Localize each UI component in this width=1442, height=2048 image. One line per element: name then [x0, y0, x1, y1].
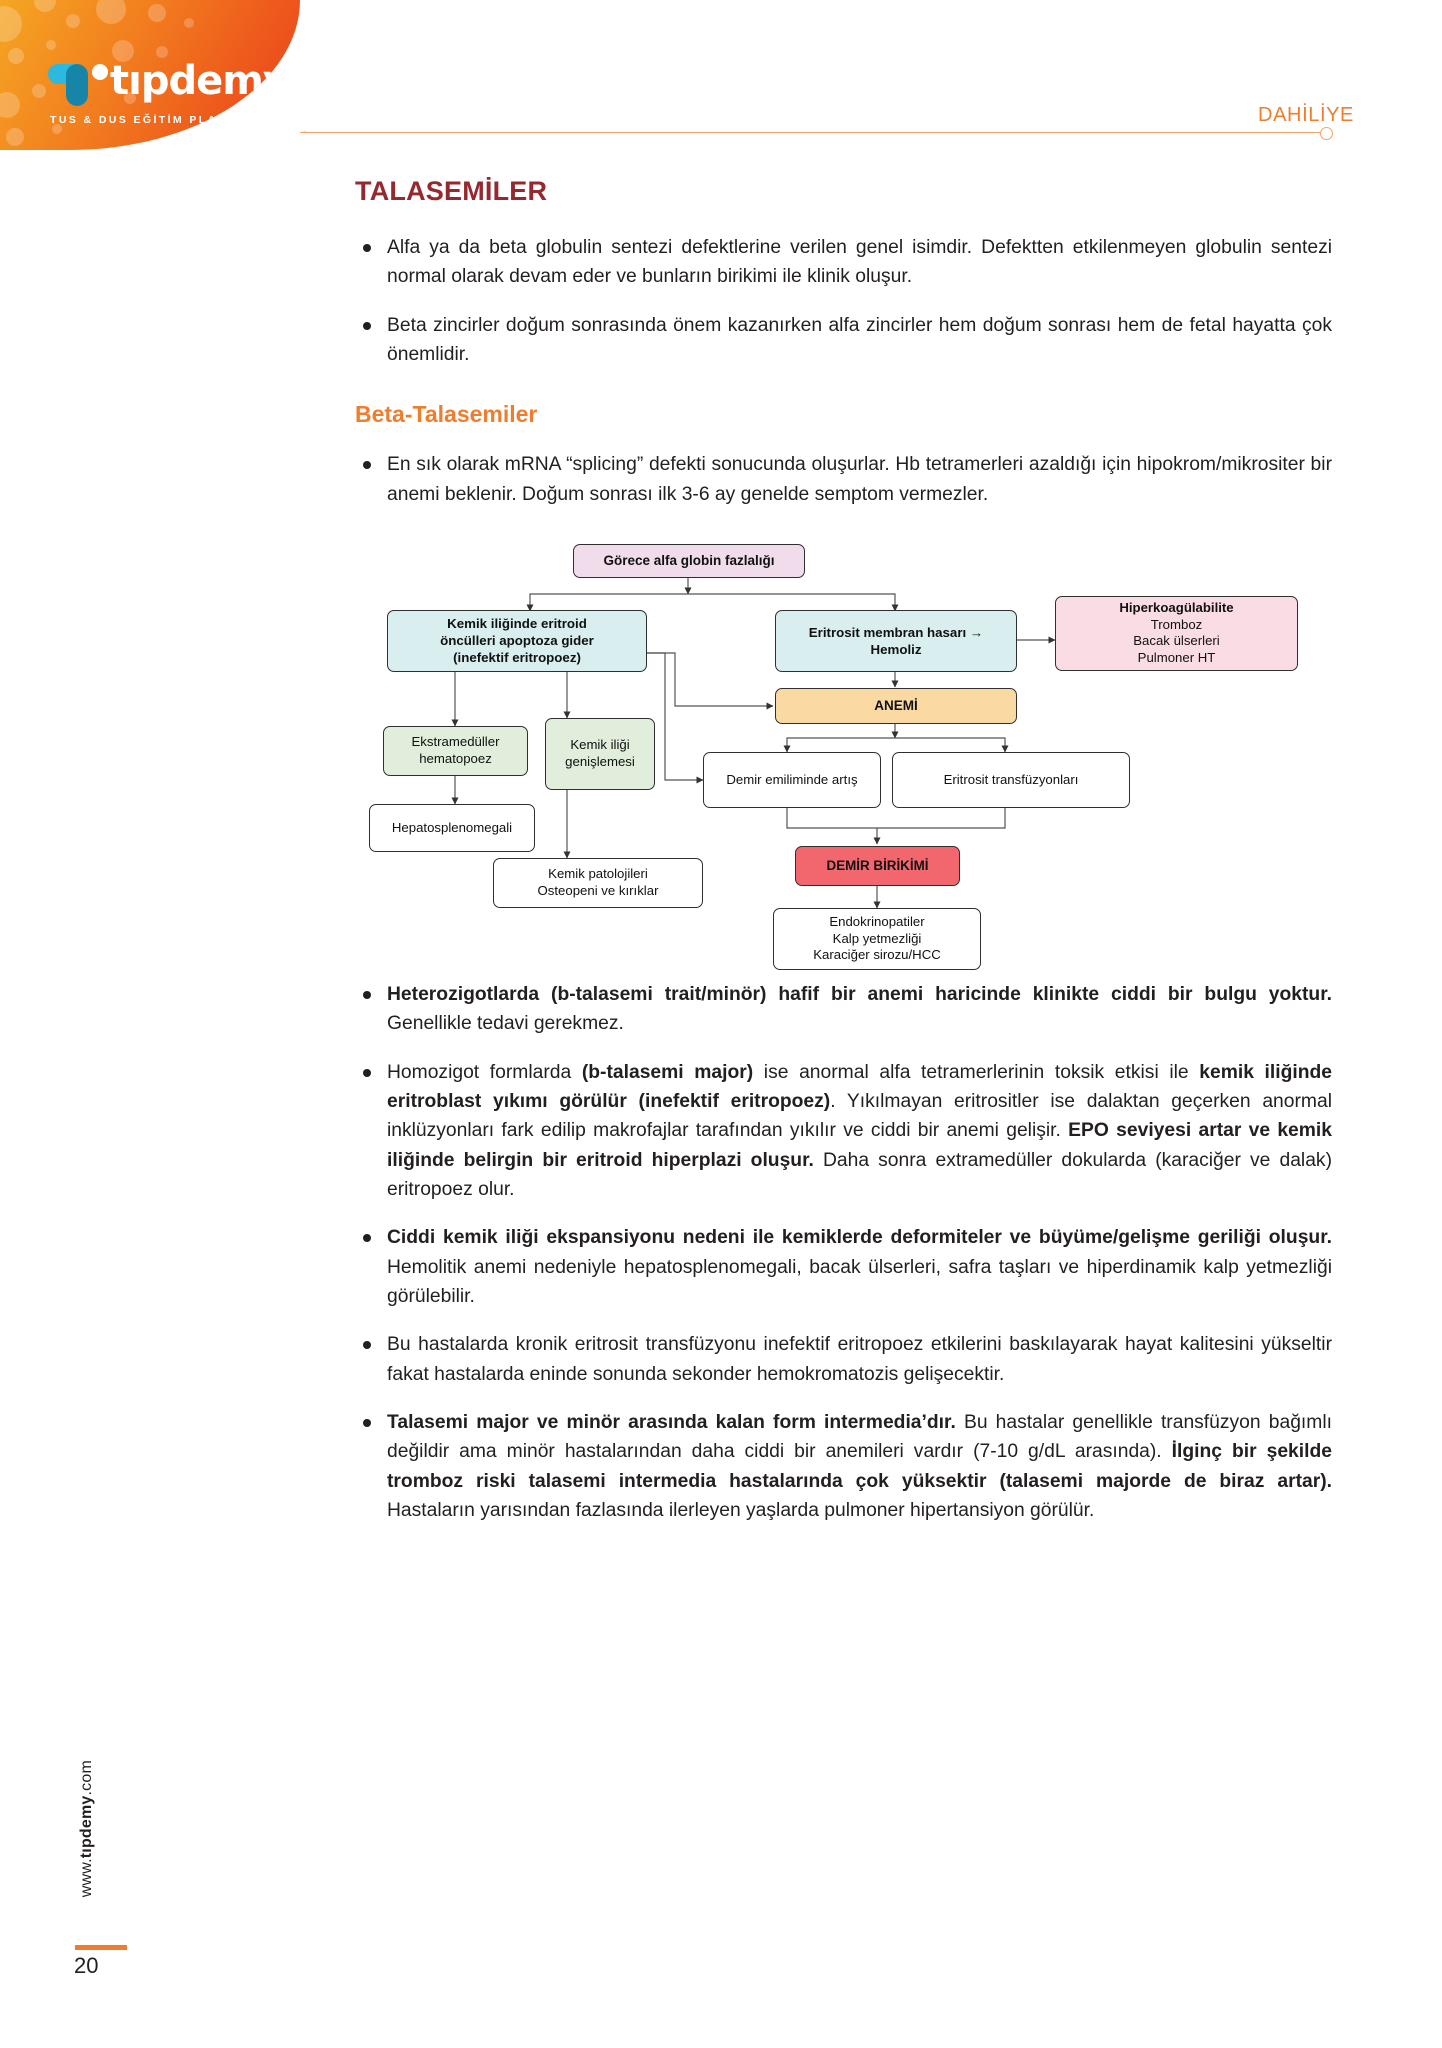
flow-node-kemik-patolojileri: Kemik patolojileri Osteopeni ve kırıklar: [493, 858, 703, 908]
footer-url-prefix: www.: [78, 1858, 95, 1898]
list-item: [355, 1223, 1332, 1311]
list-item: En sık olarak mRNA “splicing” defekti sonucunda oluşurlar. Hb tetramerleri azaldığı için hipokrom/mikrositer bir anemi beklenir. Doğum sonrası ilk 3-6 ay genelde semptom vermezler.: [355, 450, 1332, 509]
beta-bullet-list: [355, 450, 1332, 509]
brand-logo: [48, 58, 288, 128]
flow-node-hepatosplenomegali: Hepatosplenomegali: [369, 804, 535, 852]
page-header: [0, 0, 1442, 150]
body-bullet-list: [355, 980, 1332, 1525]
header-rule-diagonal: [278, 92, 318, 132]
brand-banner: [0, 0, 300, 150]
section-label: DAHİLİYE: [1258, 104, 1354, 126]
body-text: Bu hastalarda kronik eritrosit transfüzyonu inefektif eritropoez etkilerini baskılayarak hayat kalitesini yükseltir fakat hastalarda eninde sonunda sekonder hemokromatozis gelişecektir.: [387, 1334, 1332, 1385]
flow-node-kemik-iligi-genislemesi: Kemik iliği genişlemesi: [545, 718, 655, 790]
emphasis-text: İlginç bir şekilde tromboz riski talasemi intermedia hastalarında çok yüksektir (talasemi majorde de biraz artar).: [387, 1441, 1332, 1492]
flow-node-hiperkoagulabilite: Hiperkoagülabilite Tromboz Bacak ülserleri Pulmoner HT: [1055, 596, 1298, 671]
page-content: [355, 176, 1332, 1544]
body-text: Homozigot formlarda: [387, 1061, 582, 1083]
footer-website: [78, 1760, 96, 1897]
body-text: Hemolitik anemi nedeniyle hepatosplenomegali, bacak ülserleri, safra taşları ve hiperdinamik kalp yetmezliği görülebilir.: [387, 1256, 1332, 1307]
list-item: [355, 1408, 1332, 1525]
body-text: Daha sonra extramedüller dokularda (karaciğer ve dalak) eritropoez olur.: [387, 1149, 1332, 1200]
flow-node-gorece: Görece alfa globin fazlalığı: [573, 544, 805, 578]
body-text: Genellikle tedavi gerekmez.: [387, 1013, 624, 1035]
list-item: [355, 980, 1332, 1039]
brand-tagline: TUS & DUS EĞİTİM PLATFORMU: [50, 114, 277, 126]
page-number: 20: [74, 1953, 99, 1978]
intro-bullet-list: [355, 233, 1332, 369]
flow-node-eritrosit-transfuzyonlari: Eritrosit transfüzyonları: [892, 752, 1130, 808]
flow-node-eritrosit-membran-hasari: Eritrosit membran hasarı → Hemoliz: [775, 610, 1017, 672]
emphasis-text: Talasemi major ve minör arasında kalan form intermedia’dır.: [387, 1411, 956, 1433]
pathophysiology-flowchart: [355, 528, 1332, 963]
flow-node-ekstramedüller-hematopoez: Ekstramedüller hematopoez: [383, 726, 528, 776]
footer-accent-rule: [75, 1945, 127, 1950]
body-text: . Yıkılmayan eritrositler ise dalaktan geçerken anormal inklüzyonları fark edilip makrofajlar tarafından yıkılır ve ciddi bir anemi gelişir.: [387, 1090, 1332, 1142]
body-text: Hastaların yarısından fazlasında ilerleyen yaşlarda pulmoner hipertansiyon görülür.: [387, 1499, 1095, 1521]
flow-node-kemik-iliginde-eritroid: Kemik iliğinde eritroid öncülleri apoptoza gider (inefektif eritropoez): [387, 610, 647, 672]
body-text: Bu hastalar genellikle transfüzyon bağımlı değildir ama minör hastalarından daha ciddi bir anemileri vardır (7-10 g/dL arasında).: [387, 1411, 1332, 1463]
emphasis-text: Heterozigotlarda (b-talasemi trait/minör) hafif bir anemi haricinde klinikte ciddi bir bulgu yoktur.: [387, 983, 1332, 1005]
list-item: Beta zincirler doğum sonrasında önem kazanırken alfa zincirler hem doğum sonrası hem de fetal hayatta çok önemlidir.: [355, 311, 1332, 370]
header-rule: [300, 132, 1322, 133]
header-rule-endpoint-icon: [1320, 127, 1333, 140]
emphasis-text: (b-talasemi major): [581, 1061, 754, 1083]
list-item: [355, 1330, 1332, 1389]
page-title: TALASEMİLER: [355, 176, 548, 206]
subsection-title: Beta-Talasemiler: [355, 401, 538, 428]
emphasis-text: kemik iliğinde eritroblast yıkımı görülür (inefektif eritropoez): [387, 1061, 1333, 1112]
emphasis-text: Ciddi kemik iliği ekspansiyonu nedeni ile kemiklerde deformiteler ve büyüme/gelişme geriliği oluşur.: [387, 1227, 1332, 1249]
list-item: [355, 1058, 1332, 1205]
flow-node-demir-emiliminde-artis: Demir emiliminde artış: [703, 752, 881, 808]
brand-name: tıpdemy: [110, 58, 288, 104]
emphasis-text: EPO seviyesi artar ve kemik iliğinde belirgin bir eritroid hiperplazi oluşur.: [387, 1120, 1332, 1171]
flow-node-anemi: ANEMİ: [775, 688, 1017, 724]
tipdemy-logo-icon: [48, 62, 106, 106]
list-item: Alfa ya da beta globulin sentezi defektlerine verilen genel isimdir. Defektten etkilenmeyen globulin sentezi normal olarak devam eder ve bunların birikimi ile klinik oluşur.: [355, 233, 1332, 292]
footer-url-brand: tıpdemy: [78, 1795, 95, 1859]
footer-url-suffix: .com: [78, 1760, 95, 1796]
body-text: ise anormal alfa tetramerlerinin toksik etkisi ile: [753, 1061, 1200, 1083]
flow-node-endokrinopatiler: Endokrinopatiler Kalp yetmezliği Karaciğer sirozu/HCC: [773, 908, 981, 970]
flow-node-demir-birikimi: DEMİR BİRİKİMİ: [795, 846, 960, 886]
